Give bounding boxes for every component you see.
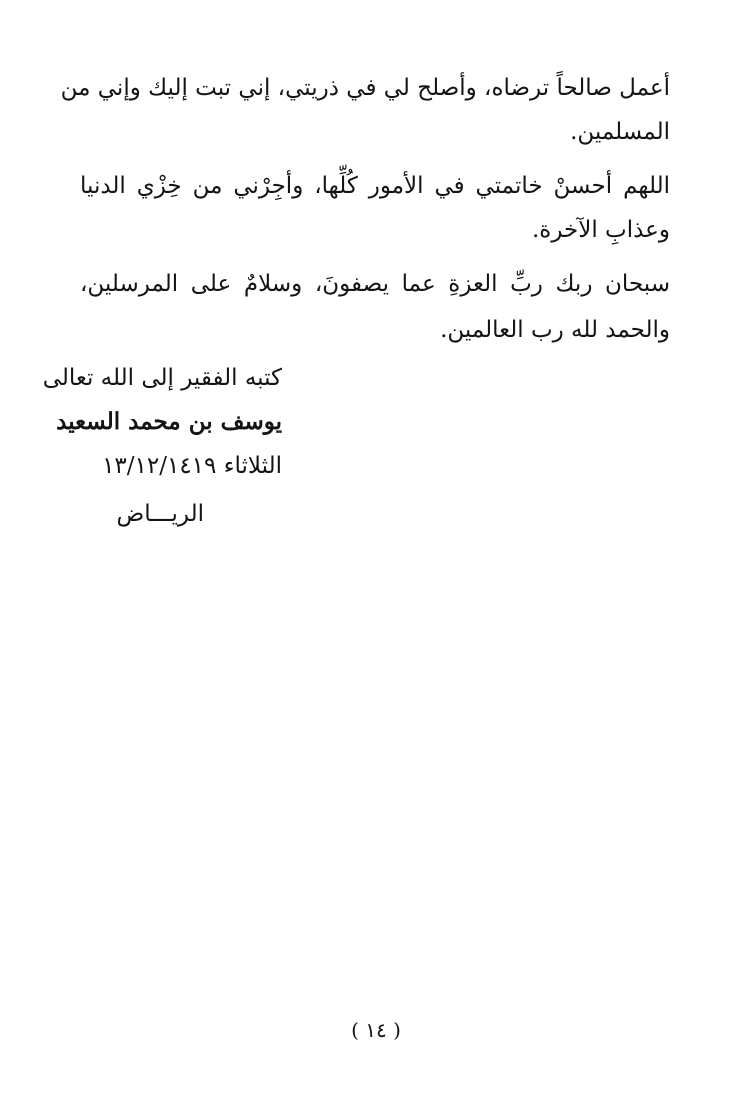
paragraph-3-line-1: سبحان ربك ربِّ العزةِ عما يصفونَ، وسلامٌ على المرسلين،	[80, 271, 670, 297]
paragraph-1-line-1: أعمل صالحاً ترضاه، وأصلح لي في ذريتي، إني تبت إليك وإني من	[60, 75, 670, 101]
signature-author: يوسف بن محمد السعيد	[56, 408, 282, 435]
paragraph-2-line-1: اللهم أحسنْ خاتمتي في الأمور كُلِّها، وأجِرْني من خِزْي الدنيا	[80, 173, 670, 199]
paragraph-1-line-2: المسلمين.	[570, 119, 670, 145]
paragraph-3-line-2: والحمد لله رب العالمين.	[440, 317, 670, 343]
signature-date: الثلاثاء ١٣/١٢/١٤١٩	[102, 453, 282, 479]
page-number: ( ١٤ )	[351, 1018, 401, 1042]
signature-intro: كتبه الفقير إلى الله تعالى	[42, 365, 282, 391]
paragraph-2-line-2: وعذابِ الآخرة.	[531, 217, 670, 243]
signature-place: الريـــاض	[116, 501, 204, 527]
